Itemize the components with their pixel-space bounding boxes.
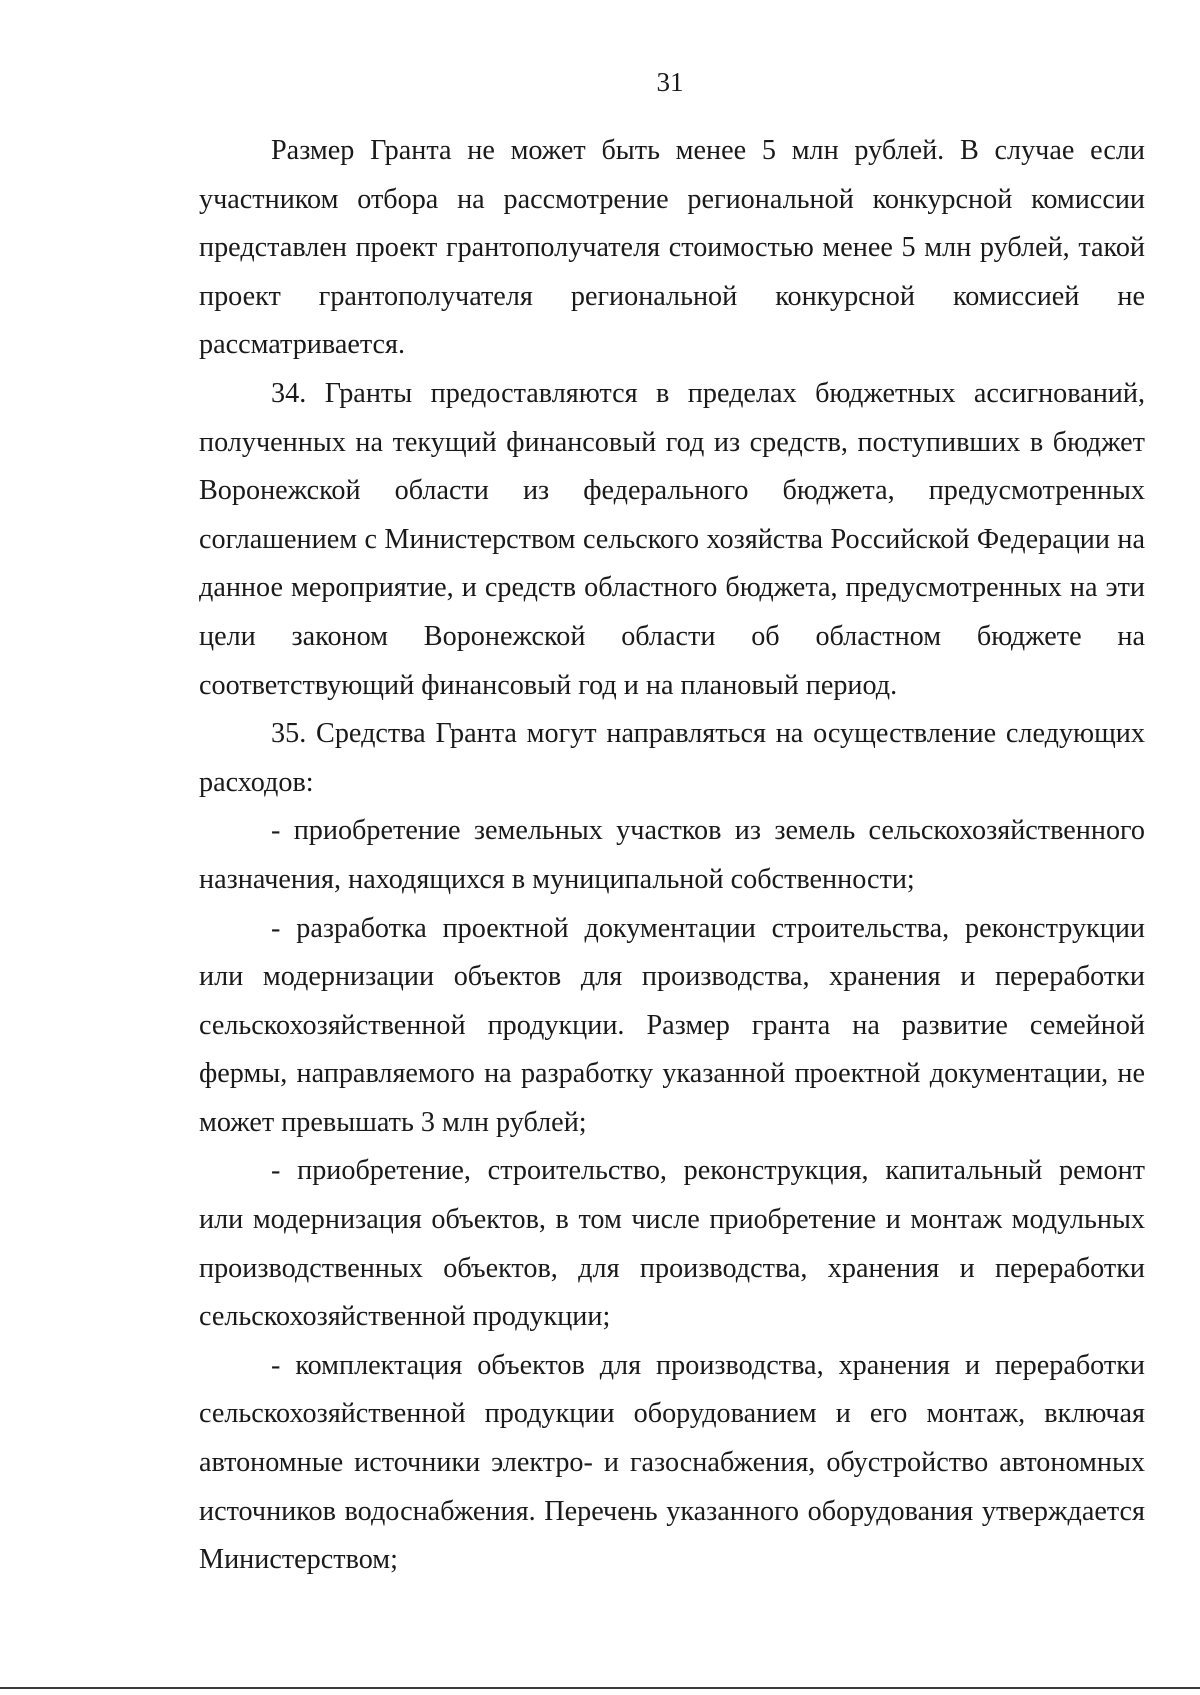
list-item-project-documentation: - разработка проектной документации строительства, реконструкции или модернизации объектов для производства, хранения и переработки сельскохозяйственной продукции. Размер гранта на развитие семейной фермы, направляемого на разработку указанной проектной документации, не может превышать 3 млн рублей; <box>199 912 1145 1138</box>
paragraph-34-budget: 34. Гранты предоставляются в пределах бюджетных ассигнований, полученных на текущий финансовый год из средств, поступивших в бюджет Воронежской области из федерального бюджета, предусмотренных соглашением с Министерством сельского хозяйства Российской Федерации на данное мероприятие, и средств областного бюджета, предусмотренных на эти цели законом Воронежской области об областном бюджете на соответствующий финансовый год и на плановый период. <box>199 377 1145 701</box>
list-item-equipment: - комплектация объектов для производства, хранения и переработки сельскохозяйственной продукции оборудованием и его монтаж, включая автономные источники электро- и газоснабжения, обустройство автономных источников водоснабжения. Перечень указанного оборудования утверждается Министерством; <box>199 1349 1145 1576</box>
list-item-construction: - приобретение, строительство, реконструкция, капитальный ремонт или модернизация объектов, в том числе приобретение и монтаж модульных производственных объектов, для производства, хранения и переработки сельскохозяйственной продукции; <box>199 1155 1145 1333</box>
list-item-land-purchase: - приобретение земельных участков из земель сельскохозяйственного назначения, находящихся в муниципальной собственности; <box>199 815 1145 895</box>
document-body <box>199 127 1145 1585</box>
paragraph-35-expenses: 35. Средства Гранта могут направляться на осуществление следующих расходов: <box>199 718 1145 798</box>
paragraph-grant-size: Размер Гранта не может быть менее 5 млн рублей. В случае если участником отбора на рассмотрение региональной конкурсной комиссии представлен проект грантополучателя стоимостью менее 5 млн рублей, такой проект грантополучателя региональной конкурсной комиссией не рассматривается. <box>199 135 1145 361</box>
page-number: 31 <box>656 67 684 97</box>
bottom-divider <box>0 1687 1200 1689</box>
